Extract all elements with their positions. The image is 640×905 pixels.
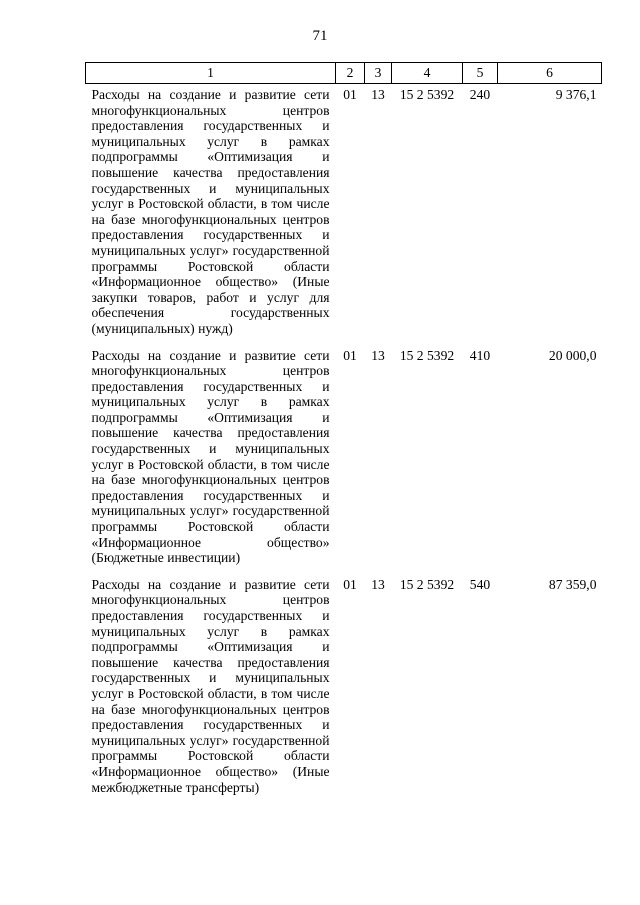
row-code-2: 01 [343, 347, 357, 363]
row-code-3: 13 [371, 87, 385, 102]
row-code-5: 540 [469, 576, 491, 592]
column-header-2: 2 [336, 63, 365, 84]
row-amount: 20 000,0 [548, 347, 597, 363]
row-description: Расходы на создание и развитие сети многофункциональных центров предоставления государственных и муниципальных услуг в рамках подпрограммы «Оптимизация и повышение качества предоставления государственных и муниципальных услуг в Ростовской области, в том числе на базе многофункциональных центров предоставления государственных и муниципальных услуг» государственной программы Ростовской области «Информационное общество» (Иные межбюджетные трансферты) [91, 576, 330, 795]
column-header-4: 4 [392, 63, 463, 84]
row-code-2: 01 [343, 87, 357, 102]
row-code-4: 15 2 5392 [399, 347, 455, 363]
column-header-6: 6 [498, 63, 602, 84]
row-code-2: 01 [343, 576, 357, 592]
page-number: 71 [312, 28, 328, 44]
row-description: Расходы на создание и развитие сети многофункциональных центров предоставления государственных и муниципальных услуг в рамках подпрограммы «Оптимизация и повышение качества предоставления государственных и муниципальных услуг в Ростовской области, в том числе на базе многофункциональных центров предоставления государственных и муниципальных услуг» государственной программы Ростовской области «Информационное общество» (Бюджетные инвестиции) [91, 347, 330, 566]
row-code-4: 15 2 5392 [399, 87, 455, 102]
row-description: Расходы на создание и развитие сети многофункциональных центров предоставления государственных и муниципальных услуг в рамках подпрограммы «Оптимизация и повышение качества предоставления государственных и муниципальных услуг в Ростовской области, в том числе на базе многофункциональных центров предоставления государственных и муниципальных услуг» государственной программы Ростовской области «Информационное общество» (Иные закупки товаров, работ и услуг для обеспечения государственных (муниципальных) нужд) [91, 87, 330, 336]
table-header-row [86, 63, 602, 84]
column-header-3: 3 [365, 63, 392, 84]
row-code-3: 13 [371, 576, 385, 592]
table-row [86, 345, 602, 574]
row-amount: 9 376,1 [555, 87, 597, 102]
row-amount: 87 359,0 [548, 576, 597, 592]
row-code-5: 410 [469, 347, 491, 363]
row-code-5: 240 [469, 87, 491, 102]
table-row [86, 84, 602, 345]
row-code-3: 13 [371, 347, 385, 363]
budget-table [85, 62, 602, 803]
column-header-1: 1 [86, 63, 336, 84]
row-code-4: 15 2 5392 [399, 576, 455, 592]
column-header-5: 5 [463, 63, 498, 84]
table-row [86, 574, 602, 803]
